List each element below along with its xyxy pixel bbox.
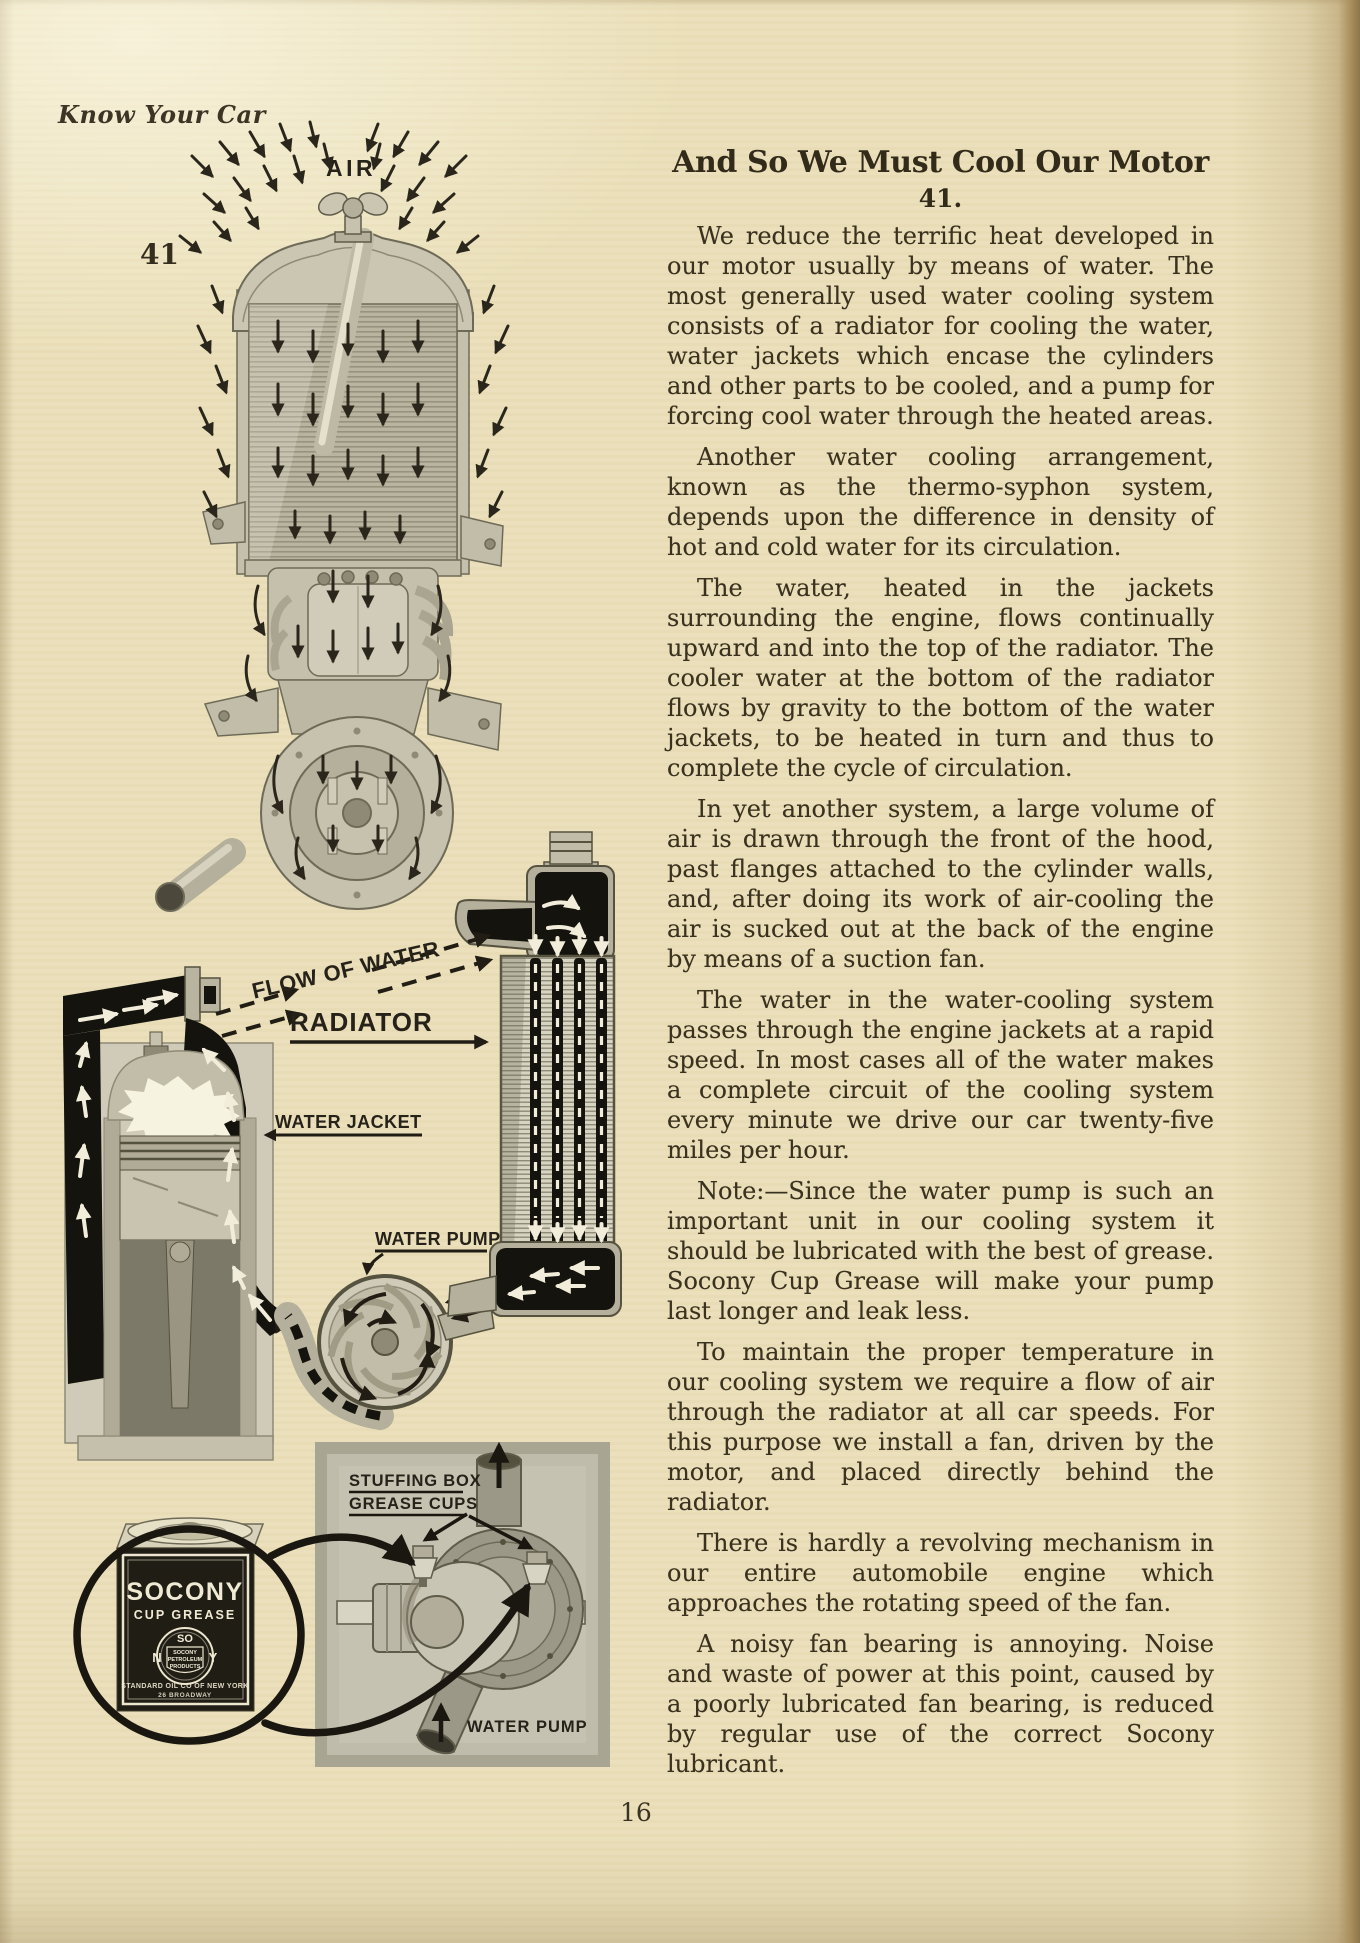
radiator-label: RADIATOR xyxy=(290,1007,433,1037)
panel-water-pump-label: WATER PUMP xyxy=(467,1718,588,1736)
paragraph: Another water cooling arrangement, known as the thermo-syphon system, depends upon the difference in density of hot and cold water for its circulation. xyxy=(667,442,1214,561)
engine-radiator-shell xyxy=(233,231,473,576)
can-emblem-top: SO xyxy=(177,1633,193,1645)
can-shield-line2: PETROLEUM xyxy=(167,1657,203,1663)
section-number: 41. xyxy=(918,183,963,213)
paragraph: To maintain the proper temperature in our cooling system we require a flow of air through the radiator at all car speeds. For this purpose we install a fan, driven by the motor, and placed directly behind the radiator. xyxy=(667,1337,1214,1516)
air-label: AIR xyxy=(326,155,377,181)
article-title: And So We Must Cool Our Motor xyxy=(672,145,1209,180)
can-shield-line1: SOCONY xyxy=(173,1650,197,1656)
paragraph: Note:—Since the water pump is such an important unit in our cooling system it should be lubricated with the best of grease. Socony Cup Grease will make your pump last longer and leak less. xyxy=(667,1176,1214,1325)
water-jacket-label-group xyxy=(266,1112,422,1135)
running-header: Know Your Car xyxy=(58,100,266,129)
water-pump-label-group xyxy=(367,1229,501,1273)
stuffing-box-label-line1: STUFFING BOX xyxy=(349,1472,482,1490)
paragraph: A noisy fan bearing is annoying. Noise and waste of power at this point, caused by a poorly lubricated fan bearing, is reduced by regular use of the correct Socony lubricant. xyxy=(667,1629,1214,1778)
flow-of-water-label: FLOW OF WATER xyxy=(249,936,443,1004)
figure-number-margin: 41 xyxy=(140,238,179,271)
can-product: CUP GREASE xyxy=(133,1608,237,1622)
can-emblem-right: Y xyxy=(208,1650,218,1665)
engine-illustration xyxy=(128,116,530,920)
figure-pump-lubrication xyxy=(53,1428,641,1830)
cooling-diagram xyxy=(38,818,622,1474)
can-brand: SOCONY xyxy=(126,1578,244,1606)
water-pump-label: WATER PUMP xyxy=(375,1229,501,1249)
cylinder-section xyxy=(63,967,302,1460)
radiator-label-group xyxy=(290,1007,486,1042)
page-number: 16 xyxy=(620,1798,652,1827)
can-footer-line2: 26 BROADWAY xyxy=(158,1692,212,1699)
paragraph: The water, heated in the jackets surrounding the engine, flows continually upward and into the top of the radiator. The cooler water at the bottom of the radiator flows by gravity to the bottom of the water jackets, to be heated in turn and thus to complete the cycle of circulation. xyxy=(667,573,1214,782)
can-shield-line3: PRODUCTS xyxy=(169,1664,201,1670)
can-emblem-left: N xyxy=(152,1650,162,1665)
paragraph: We reduce the terrific heat developed in our motor usually by means of water. The most generally used water cooling system consists of a radiator for cooling the water, water jackets which encase the cylinders and other parts to be cooled, and a pump for forcing cool water through the heated areas. xyxy=(667,221,1214,430)
paragraph: The water in the water-cooling system passes through the engine jackets at a rapid speed. In most cases all of the water makes a complete circuit of the cooling system every minute we drive our car twenty-five miles per hour. xyxy=(667,985,1214,1164)
grease-cup-right xyxy=(523,1552,551,1584)
figure-engine-air-cooling xyxy=(128,116,530,920)
figure-cooling-system xyxy=(38,818,622,1474)
pump-lubrication-drawing xyxy=(53,1428,641,1830)
paragraph: There is hardly a revolving mechanism in our entire automobile engine which approaches the rotating speed of the fan. xyxy=(667,1528,1214,1617)
stuffing-box-label-line2: GREASE CUPS xyxy=(349,1495,478,1513)
article-column xyxy=(667,146,1214,1790)
socony-can xyxy=(117,1518,263,1711)
engine-filler-cap xyxy=(315,189,391,242)
paragraph: In yet another system, a large volume of air is drawn through the front of the hood, past flanges attached to the cylinder walls, and, after doing its work of air-cooling the air is sucked out at the back of the engine by means of a suction fan. xyxy=(667,794,1214,973)
water-jacket-label: WATER JACKET xyxy=(275,1112,422,1132)
can-footer-line1: STANDARD OIL CO OF NEW YORK xyxy=(121,1683,249,1690)
